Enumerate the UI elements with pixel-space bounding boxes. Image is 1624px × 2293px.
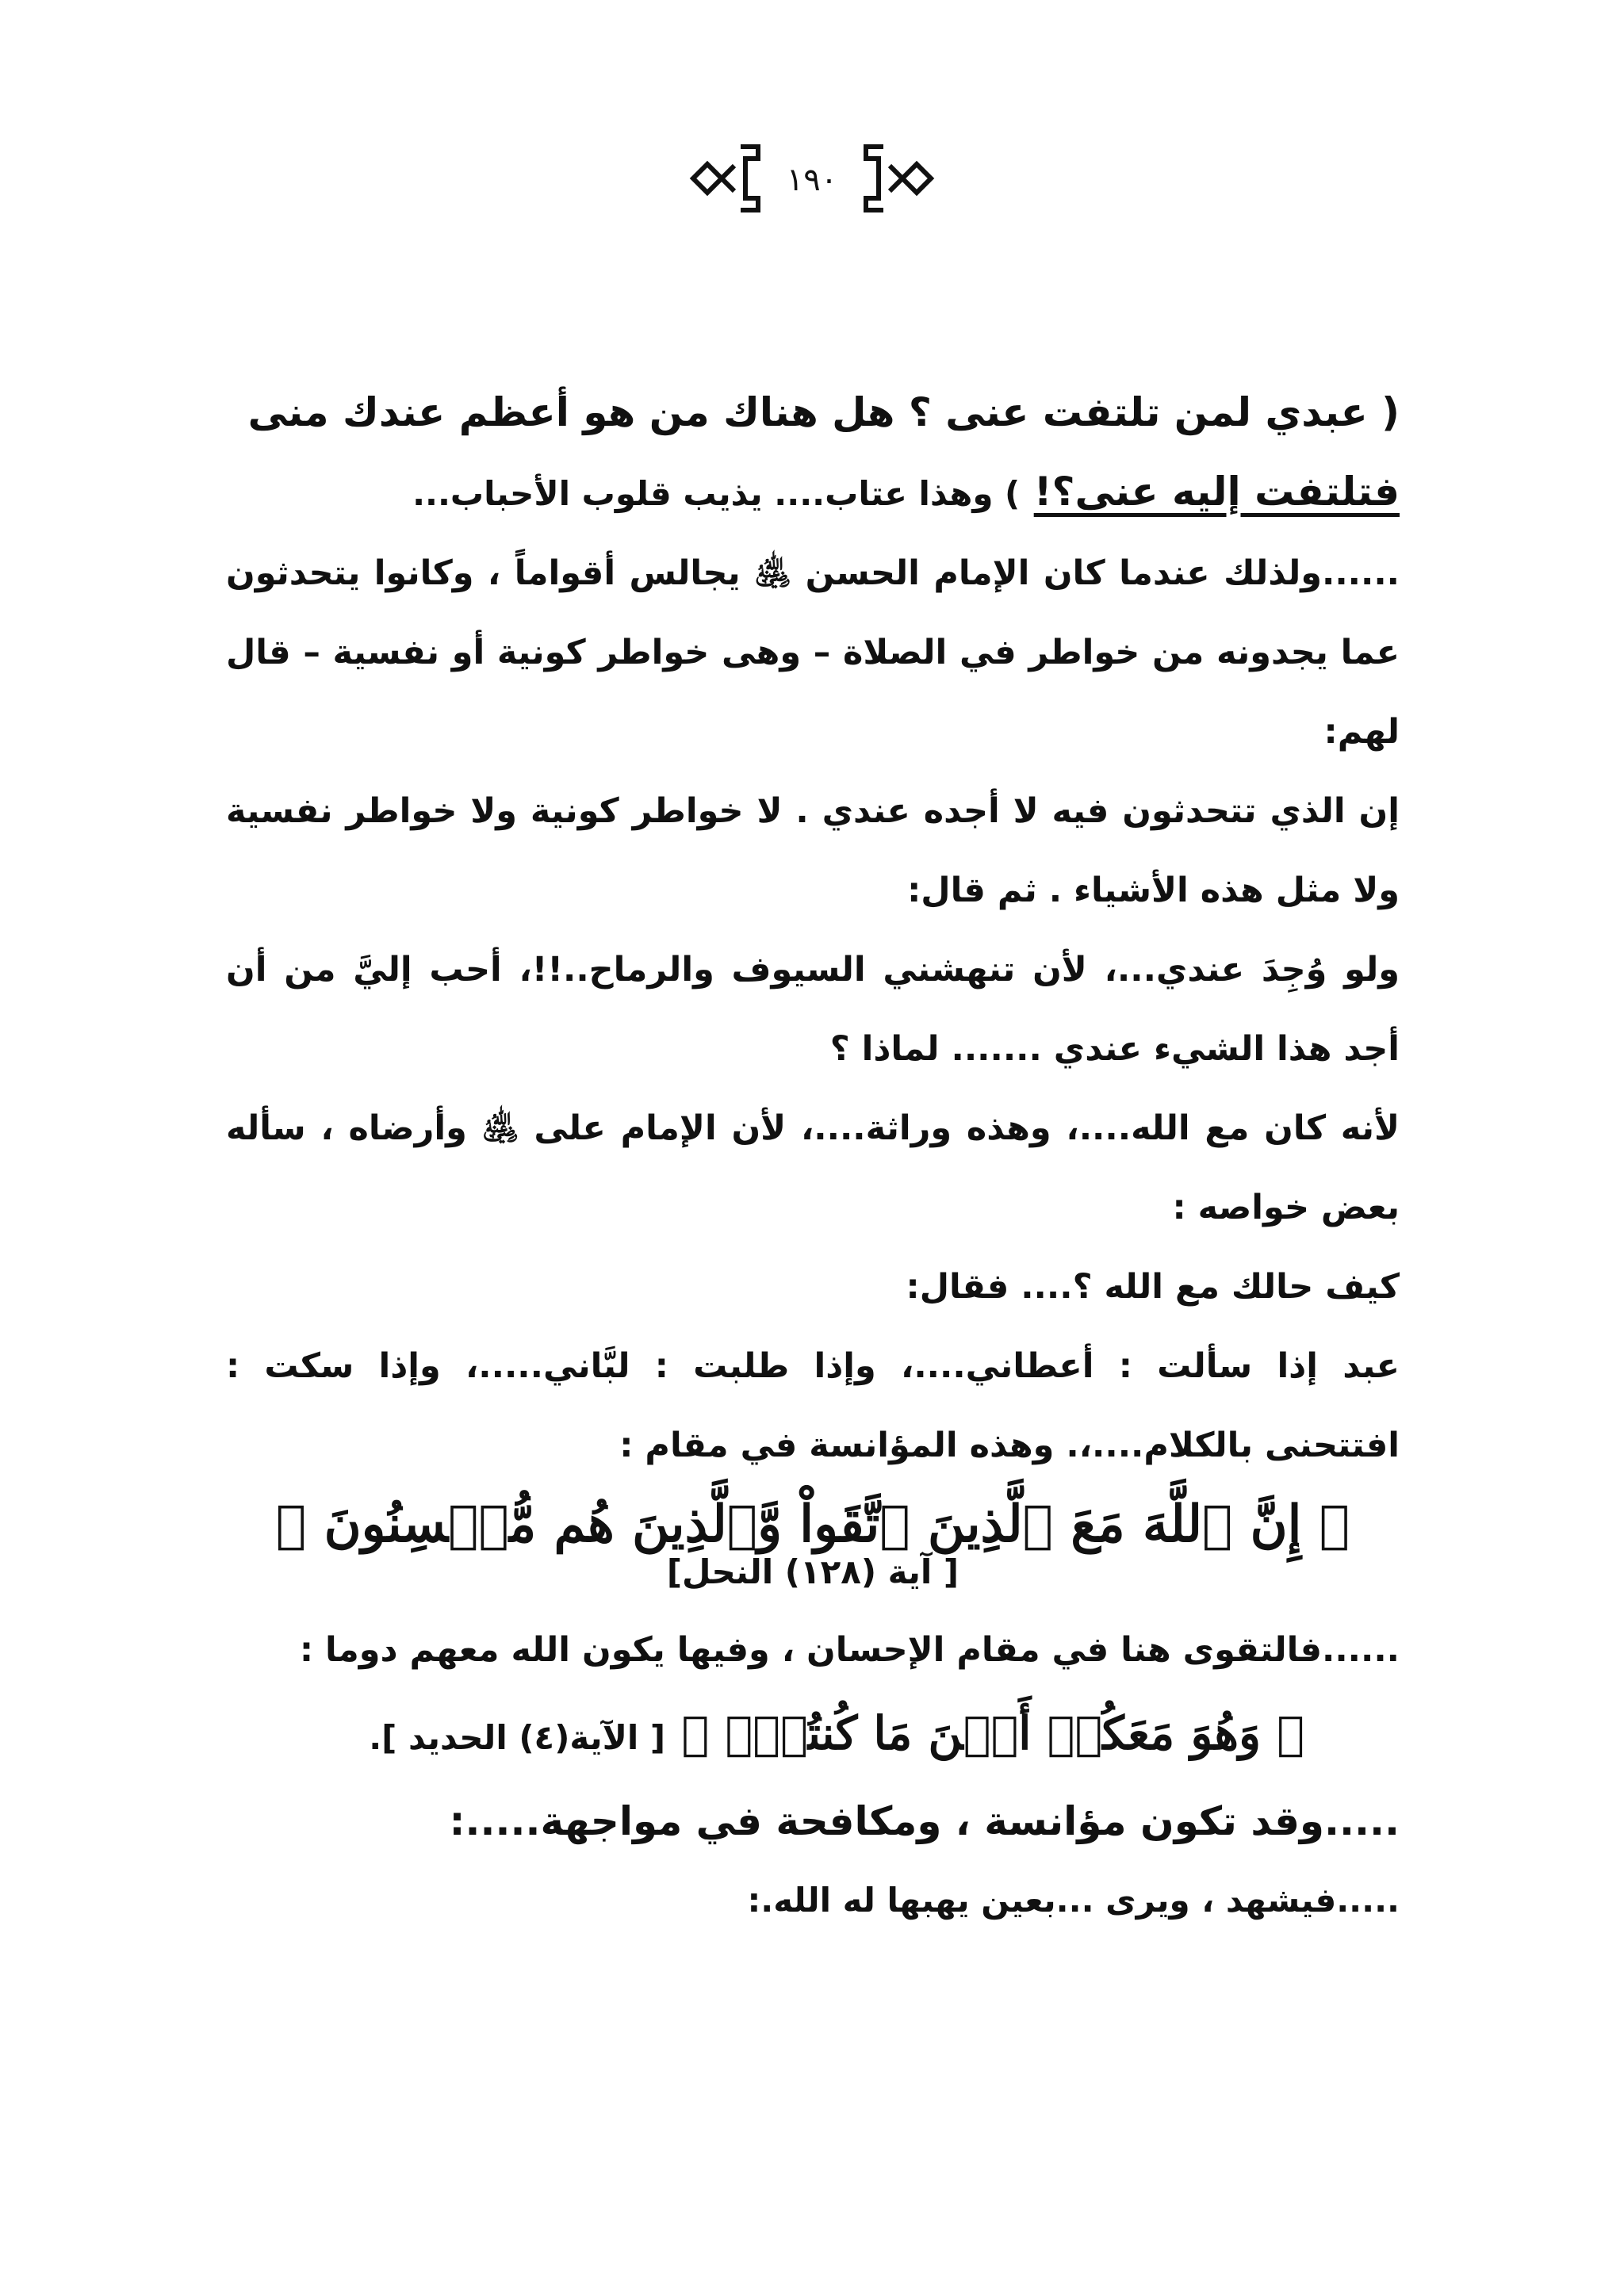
underlined-phrase: فتلتفت إليه عنى؟!: [1033, 469, 1400, 515]
page-number-ornament: [669, 127, 955, 230]
ornament-left-chevron: [722, 166, 734, 191]
ornament-left-diamond: [693, 164, 722, 193]
paragraph-final: .....فيشهد ، ويرى ...بعين يهبها له الله.:: [747, 1881, 1400, 1920]
paragraph-swords: ولو وُجِدَ عندي...، لأن تنهشني السيوف والرماح..!!، أحب إليَّ من أن أجد هذا الشيء عندي ....... لماذا ؟: [226, 950, 1400, 1069]
paragraph-hasan: ......ولذلك عندما كان الإمام الحسن ﵁ يجالس أقواماً ، وكانوا يتحدثون عما يجدونه من خواطر في الصلاة – وهى خواطر كونية أو نفسية – قال لهم:: [226, 553, 1400, 752]
ornament-right-bracket: [866, 147, 883, 210]
paragraph-ali: لأنه كان مع الله....، وهذه وراثة....، لأن الإمام على ﵁ وأرضاه ، سأله بعض خواصه :: [226, 1108, 1400, 1227]
paragraph-opening-cont: [226, 452, 1400, 534]
page-header: [0, 127, 1624, 230]
page-number: ١٩٠: [786, 162, 838, 198]
verse-reference-hadid: [ الآية(٤) الحديد ].: [369, 1718, 666, 1757]
paragraph-hasan-quote: إن الذي تتحدثون فيه لا أجده عندي . لا خواطر كونية ولا خواطر نفسية ولا مثل هذه الأشياء . ثم قال:: [226, 791, 1400, 910]
paragraph-answer: عبد إذا سألت : أعطاني....، وإذا طلبت : لبَّاني.....، وإذا سكت : افتتحنى بالكلام....،. وهذه المؤانسة في مقام :: [226, 1346, 1400, 1465]
opening-quote: ( عبدي لمن تلتفت عنى ؟ هل هناك من هو أعظم عندك منى: [247, 389, 1400, 435]
ornament-right-diamond: [902, 164, 931, 193]
paragraph-question: كيف حالك مع الله ؟.... فقال:: [906, 1267, 1400, 1307]
paragraph-taqwa: ......فالتقوى هنا في مقام الإحسان ، وفيها يكون الله معهم دوما :: [299, 1630, 1400, 1670]
verse-text-hadid: ﴿ وَهُوَ مَعَكُمۡ أَيۡنَ مَا كُنتُمۡۚ ﴾: [681, 1706, 1304, 1760]
quran-verse-nahl: ﴿ إِنَّ ٱللَّهَ مَعَ ٱلَّذِينَ ٱتَّقَواْ وَّٱلَّذِينَ هُم مُّحۡسِنُونَ ﴾: [275, 1495, 1350, 1554]
opening-cont: ) وهذا عتاب.... يذيب قلوب الأحباب...: [412, 474, 1021, 513]
paragraph-opening: [226, 373, 1400, 452]
paragraph-muanasa: .....وقد تكون مؤانسة ، ومكافحة في مواجهة.....:: [449, 1798, 1400, 1844]
ornament-left-bracket: [741, 147, 758, 210]
page-body: [226, 373, 1400, 1940]
ornament-right-chevron: [890, 166, 902, 191]
verse-reference-nahl: [ آية (١٢٨) النحل]: [666, 1552, 959, 1591]
quran-verse-hadid: [226, 1690, 1400, 1782]
